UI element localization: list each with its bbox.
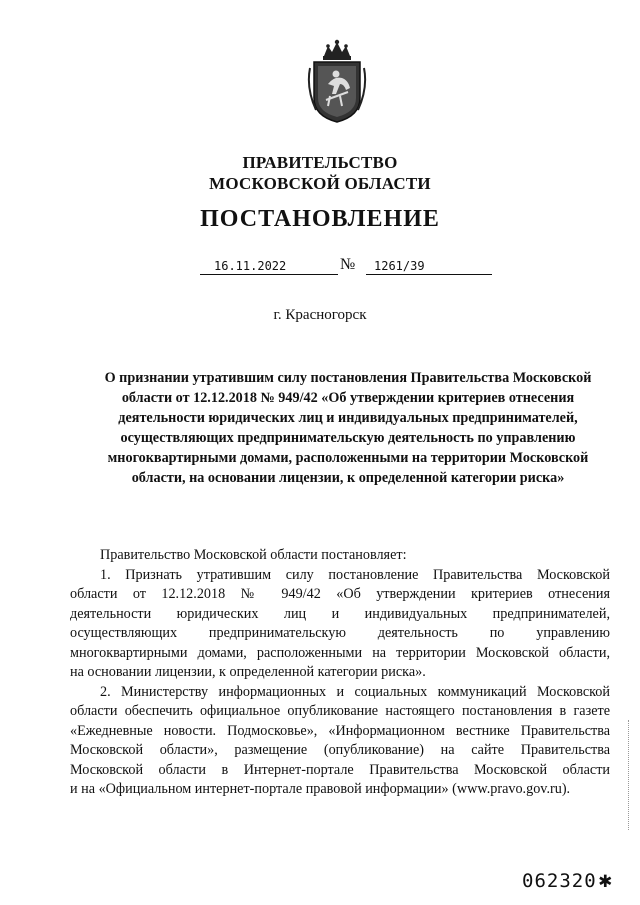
- document-type-title: ПОСТАНОВЛЕНИЕ: [200, 206, 440, 232]
- body-item1-line: многоквартирными домами, расположенными на территории Московской области,: [70, 644, 610, 661]
- body-item2-line: области обеспечить официальное опубликование настоящего постановления в газете: [70, 703, 610, 719]
- body-intro-line: Правительство Московской области постановляет:: [100, 547, 407, 563]
- body-item1-line: на основании лицензии, к определенной категории риска».: [70, 664, 426, 680]
- body-item2-line: Московской области в Интернет-портале Правительства Московской области: [70, 761, 610, 778]
- heading-line: деятельности юридических лиц и индивидуальных предпринимателей,: [118, 410, 578, 426]
- stamp-code: 062320: [522, 870, 597, 892]
- body-item2-line: «Ежедневные новости. Подмосковье», «Информационном вестнике Правительства: [70, 722, 610, 739]
- asterisk-icon: ✱: [598, 868, 613, 893]
- organization-name-line2: МОСКОВСКОЙ ОБЛАСТИ: [209, 174, 431, 193]
- number-sign: №: [340, 256, 356, 273]
- registration-stamp: [522, 870, 613, 892]
- body-item2-line: Московской области», размещение (опубликование) на сайте Правительства: [70, 742, 610, 758]
- body-item1-line: области от 12.12.2018 № 949/42 «Об утверждении критериев отнесения: [70, 586, 610, 602]
- heading-line: области, на основании лицензии, к определенной категории риска»: [131, 470, 565, 486]
- resolution-heading: [88, 368, 608, 488]
- heading-line: области от 12.12.2018 № 949/42 «Об утверждении критериев отнесения: [121, 390, 575, 406]
- organization-name-line1: ПРАВИТЕЛЬСТВО: [242, 153, 398, 172]
- body-item1-line: деятельности юридических лиц и индивидуальных предпринимателей,: [70, 605, 610, 622]
- coat-of-arms-emblem: [306, 38, 368, 124]
- heading-line: осуществляющих предпринимательскую деятельность по управлению: [120, 430, 576, 446]
- body-item2-line: и на «Официальном интернет-портале правовой информации» (www.pravo.gov.ru).: [70, 781, 571, 797]
- scan-edge-mark: [628, 720, 631, 830]
- heading-line: О признании утратившим силу постановления Правительства Московской: [104, 370, 592, 386]
- city-of-issue: г. Красногорск: [273, 307, 367, 323]
- body-item2-line: 2. Министерству информационных и социальных коммуникаций Московской: [100, 683, 610, 700]
- body-item1-line: осуществляющих предпринимательскую деятельность по управлению: [70, 625, 610, 641]
- document-date: 16.11.2022: [200, 258, 338, 275]
- body-item1-line: 1. Признать утратившим силу постановление Правительства Московской: [100, 566, 610, 583]
- resolution-body: [70, 546, 610, 800]
- document-number: 1261/39: [366, 258, 492, 275]
- heading-line: многоквартирными домами, расположенными на территории Московской: [107, 450, 589, 466]
